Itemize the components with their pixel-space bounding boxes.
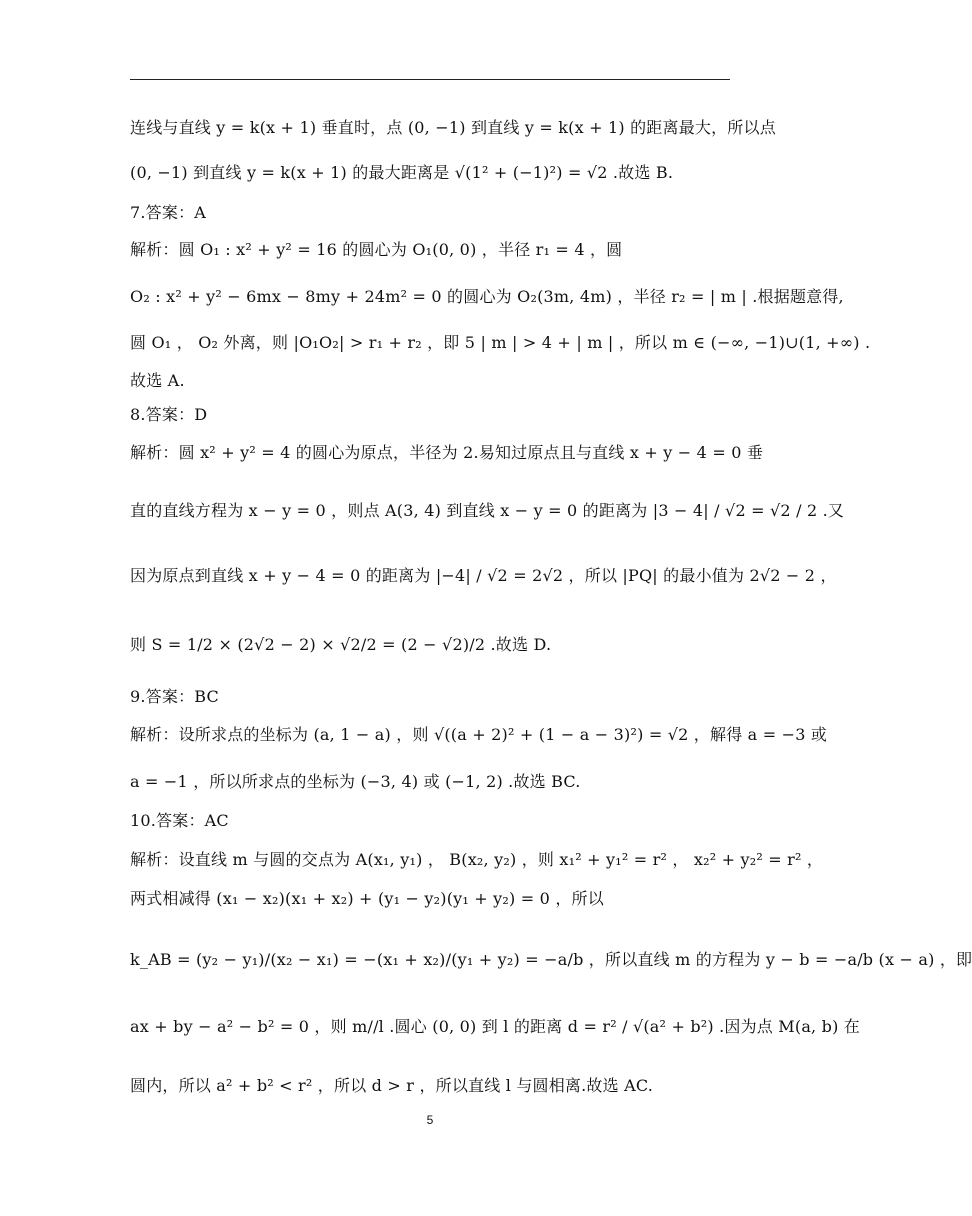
text-line: O₂ : x² + y² − 6mx − 8my + 24m² = 0 的圆心为 O₂(3m, 4m) ，半径 r₂ = | m | .根据题意得, xyxy=(130,287,844,306)
answer-heading: 8.答案：D xyxy=(130,405,208,424)
text-line: 两式相减得 (x₁ − x₂)(x₁ + x₂) + (y₁ − y₂)(y₁ + y₂) = 0 ，所以 xyxy=(130,889,604,908)
text-line: 解析：圆 x² + y² = 4 的圆心为原点，半径为 2.易知过原点且与直线 x + y − 4 = 0 垂 xyxy=(130,443,764,462)
text-line: 解析：圆 O₁ : x² + y² = 16 的圆心为 O₁(0, 0) ，半径 r₁ = 4 ，圆 xyxy=(130,240,623,259)
answer-heading: 10.答案：AC xyxy=(130,811,229,830)
text-line: ax + by − a² − b² = 0 ，则 m//l .圆心 (0, 0) 到 l 的距离 d = r² / √(a² + b²) .因为点 M(a, b) 在 xyxy=(130,1017,860,1036)
text-line: (0, −1) 到直线 y = k(x + 1) 的最大距离是 √(1² + (−1)²) = √2 .故选 B. xyxy=(130,163,674,182)
header-rule xyxy=(130,79,730,80)
answer-heading: 9.答案：BC xyxy=(130,687,219,706)
text-line: 故选 A. xyxy=(130,371,185,390)
text-line: a = −1 ，所以所求点的坐标为 (−3, 4) 或 (−1, 2) .故选 BC. xyxy=(130,772,581,791)
answer-heading: 7.答案：A xyxy=(130,203,207,222)
text-line: 直的直线方程为 x − y = 0 ，则点 A(3, 4) 到直线 x − y = 0 的距离为 |3 − 4| / √2 = √2 / 2 .又 xyxy=(130,501,845,520)
text-line: 圆 O₁ ， O₂ 外离，则 |O₁O₂| > r₁ + r₂ ，即 5 | m | > 4 + | m | ，所以 m ∈ (−∞, −1)∪(1, +∞) . xyxy=(130,333,871,352)
text-line: 解析：设所求点的坐标为 (a, 1 − a) ，则 √((a + 2)² + (1 − a − 3)²) = √2 ，解得 a = −3 或 xyxy=(130,725,828,744)
text-line: k_AB = (y₂ − y₁)/(x₂ − x₁) = −(x₁ + x₂)/(y₁ + y₂) = −a/b ，所以直线 m 的方程为 y − b = −a/b (x − a) ，即 xyxy=(130,950,972,969)
text-line: 则 S = 1/2 × (2√2 − 2) × √2/2 = (2 − √2)/2 .故选 D. xyxy=(130,635,552,654)
page-number: 5 xyxy=(426,1113,434,1127)
text-line: 因为原点到直线 x + y − 4 = 0 的距离为 |−4| / √2 = 2√2 ，所以 |PQ| 的最小值为 2√2 − 2 ， xyxy=(130,566,837,585)
text-line: 圆内，所以 a² + b² < r² ，所以 d > r ，所以直线 l 与圆相离.故选 AC. xyxy=(130,1076,654,1095)
text-line: 连线与直线 y = k(x + 1) 垂直时，点 (0, −1) 到直线 y = k(x + 1) 的距离最大，所以点 xyxy=(130,118,776,137)
text-line: 解析：设直线 m 与圆的交点为 A(x₁, y₁) ， B(x₂, y₂) ，则 x₁² + y₁² = r² ， x₂² + y₂² = r² ， xyxy=(130,850,824,869)
